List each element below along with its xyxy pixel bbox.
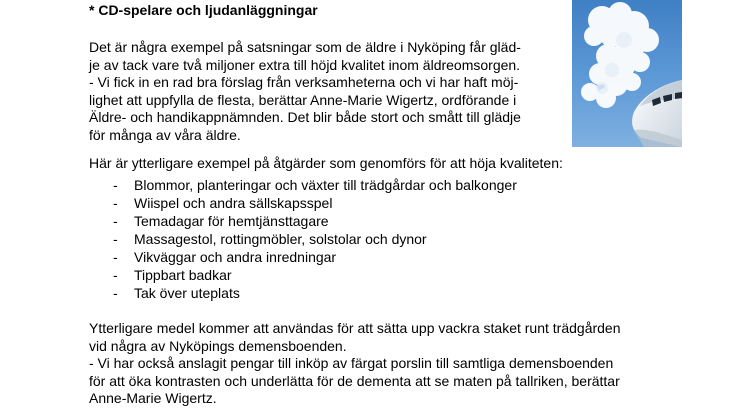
paragraph-line: Äldre- och handikappnämnden. Det blir både stort och smått till glädje <box>89 109 521 125</box>
paragraph-line: för att öka kontrasten och underlätta för de dementa att se maten på tallriken, berättar <box>89 372 620 389</box>
closing-paragraph <box>89 320 621 408</box>
bullet-marker: - <box>113 285 118 301</box>
paragraph-line: Det är några exempel på satsningar som de äldre i Nyköping får gläd- <box>89 39 521 55</box>
paragraph-line: - Vi har också anslagit pengar till inköp av färgat porslin till samtliga demensboenden <box>89 355 614 371</box>
list-item-text: Temadagar för hemtjänsttagare <box>134 213 329 229</box>
bullet-marker: - <box>113 213 118 229</box>
list-item-text: Massagestol, rottingmöbler, solstolar och dynor <box>134 231 427 247</box>
section-heading: * CD-spelare och ljudanläggningar <box>89 2 318 18</box>
airplane-sky-photo <box>572 0 682 147</box>
list-item-text: Vikväggar och andra inredningar <box>134 249 337 265</box>
paragraph-line: - Vi fick in en rad bra förslag från verksamheterna och vi har haft möj- <box>89 74 519 90</box>
bullet-marker: - <box>113 267 118 283</box>
intro-paragraph <box>89 39 521 144</box>
list-item-text: Wiispel och andra sällskapsspel <box>134 195 333 211</box>
bullet-marker: - <box>113 231 118 247</box>
list-item-text: Tak över uteplats <box>134 285 240 301</box>
paragraph-line: Ytterligare medel kommer att användas för att sätta upp vackra staket runt trädgården <box>89 320 621 336</box>
paragraph-line: för många av våra äldre. <box>89 126 241 143</box>
bullet-marker: - <box>113 177 118 193</box>
paragraph-line: vid några av Nyköpings demensboenden. <box>89 337 347 354</box>
list-item-text: Blommor, planteringar och växter till trädgårdar och balkonger <box>134 177 517 193</box>
measures-intro <box>89 155 563 173</box>
bullet-marker: - <box>113 249 118 265</box>
paragraph-line: Här är ytterligare exempel på åtgärder som genomförs för att höja kvaliteten: <box>89 155 563 171</box>
paragraph-line: Anne-Marie Wigertz. <box>89 390 217 406</box>
paragraph-line: lighet att uppfylla de flesta, berättar Anne-Marie Wigertz, ordförande i <box>89 91 517 108</box>
list-item-text: Tippbart badkar <box>134 267 232 283</box>
bullet-marker: - <box>113 195 118 211</box>
paragraph-line: je av tack vare två miljoner extra till höjd kvalitet inom äldreomsorgen. <box>89 56 521 73</box>
